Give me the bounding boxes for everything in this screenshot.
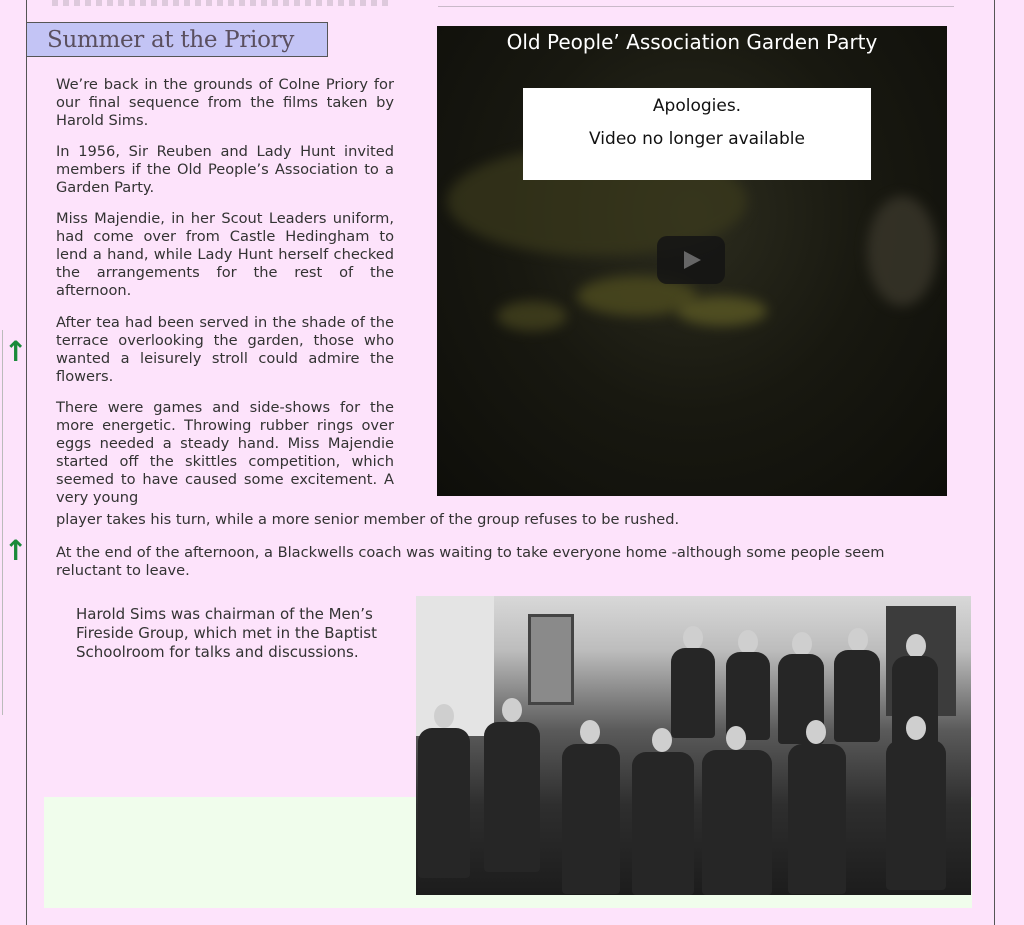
top-faint-rule [52,0,392,6]
video-title: Old People’ Association Garden Party [506,30,878,54]
photo-figure [906,634,926,658]
paragraph-3: Miss Majendie, in her Scout Leaders uniform, had come over from Castle Hedingham to lend a hand, while Lady Hunt herself checked the arrangements for the rest of the afternoon. [56,210,394,299]
paragraph-1: We’re back in the grounds of Colne Priory for our final sequence from the films taken by Harold Sims. [56,76,394,129]
photo-figure [418,728,470,878]
apology-line: Apologies. [652,96,742,116]
video-player[interactable] [437,26,947,496]
photo-figure [502,698,522,722]
left-border [26,0,27,925]
video-frame-shape [867,196,937,306]
photo-figure [806,720,826,744]
video-frame-shape [677,296,767,326]
photo-figure [434,704,454,728]
photo-figure [906,716,926,740]
photo-figure [683,626,703,650]
page-title: Summer at the Priory [26,22,328,57]
paragraph-closing: At the end of the afternoon, a Blackwells coach was waiting to take everyone home -although some people seem reluctant to leave. [56,544,885,579]
play-icon[interactable] [657,236,725,284]
photo-figure [738,630,758,654]
unavailable-line: Video no longer available [589,129,805,149]
photo-figure [886,740,946,890]
top-rule [438,6,954,7]
photo-picture-frame [528,614,574,705]
paragraph-2: In 1956, Sir Reuben and Lady Hunt invited members if the Old People’s Association to a Garden Party. [56,143,394,196]
photo-figure [652,728,672,752]
photo-figure [792,632,812,656]
photo-figure [848,628,868,652]
up-arrow-icon[interactable]: ↑ [4,534,28,567]
photo-wall-left [416,596,494,736]
photo-figure [726,726,746,750]
photo-figure [671,648,715,738]
video-frame-shape [497,301,567,331]
right-border [994,0,995,925]
up-arrow-icon[interactable]: ↑ [4,335,28,368]
group-photo [416,596,971,895]
photo-figure [788,744,846,894]
video-unavailable-notice [523,88,871,180]
side-guide-line [2,330,3,715]
photo-caption: Harold Sims was chairman of the Men’s Fireside Group, which met in the Baptist Schoolroom for talks and discussions. [76,605,378,661]
photo-figure [702,750,772,895]
paragraph-5: There were games and side-shows for the more energetic. Throwing rubber rings over eggs needed a steady hand. Miss Majendie started off the skittles competition, which seemed to have caused some excitement. A very young [56,399,394,506]
photo-figure [484,722,540,872]
photo-figure [632,752,694,895]
photo-figure [834,650,880,742]
paragraph-5-continuation: player takes his turn, while a more senior member of the group refuses to be rushed. [56,511,680,528]
photo-figure [580,720,600,744]
paragraph-4: After tea had been served in the shade of the terrace overlooking the garden, those who wanted a leisurely stroll could admire the flowers. [56,314,394,385]
photo-figure [562,744,620,894]
